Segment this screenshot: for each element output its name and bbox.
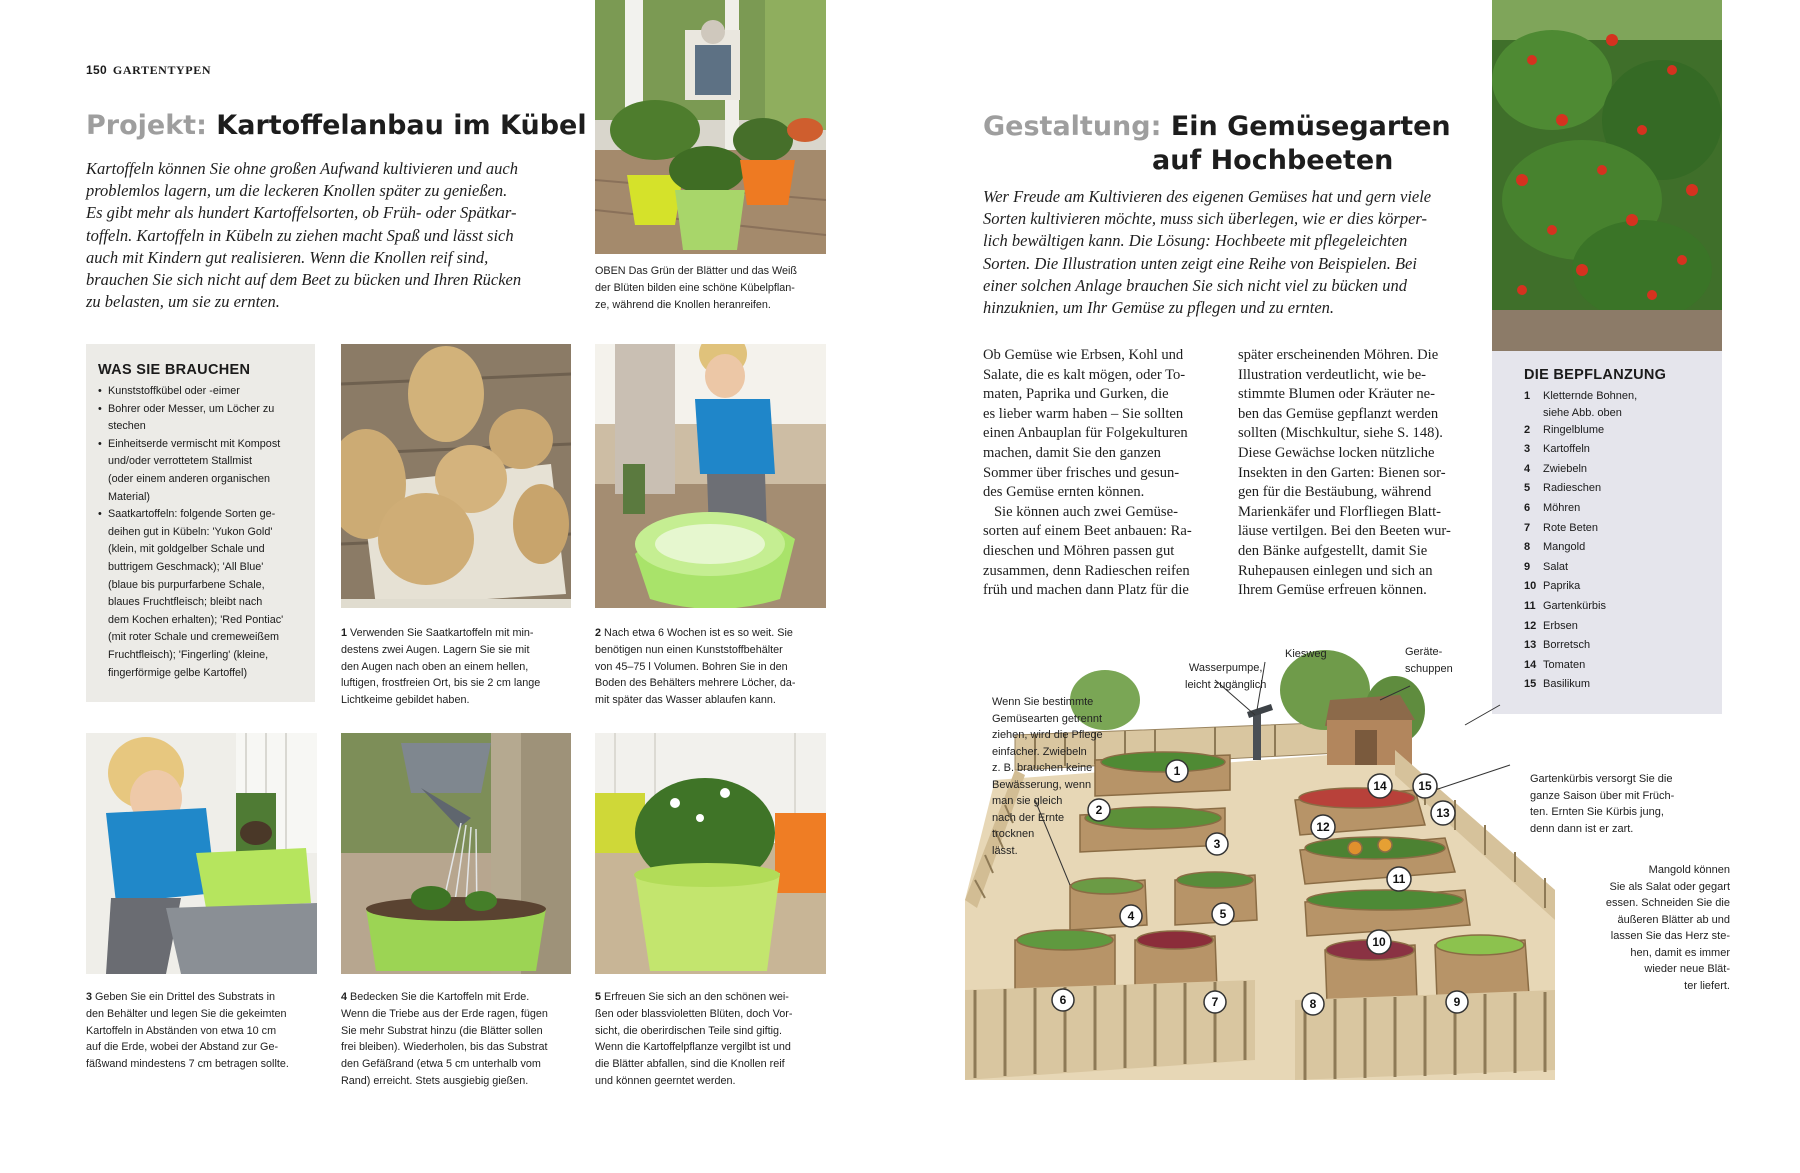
needs-item: • Bohrer oder Messer, um Löcher zu stechen [98,401,305,436]
watering-photo [341,733,571,974]
step-5-caption: 5 Erfreuen Sie sich an den schönen wei- ßen oder blassvioletten Blüten, doch Vor- sicht, die oberirdischen Teile sind giftig. Wenn die Kartoffelpflanze vergilbt ist und die Blätter abfallen, sind die Knollen reif und können geerntet werden. [595,991,793,1087]
seed-potatoes-photo [341,344,571,608]
step-4-caption: 4 Bedecken Sie die Kartoffeln mit Erde. Wenn die Triebe aus der Erde ragen, fügen Sie mehr Substrat hinzu (die Blätter sollen frei bleiben). Wiederholen, bis das Substrat den Gefäßrand (etwa 5 cm unterhalb vom Rand) erreicht. Stets ausgiebig gießen. [341,991,548,1087]
planting-item: 10 Paprika [1524,580,1581,593]
label-separate-beds: Wenn Sie bestimmte Gemüsearten getrennt ziehen, wird die Pflege einfacher. Zwiebeln z. B. brauchen keine Bewässerung, wenn man sie gleich nach der Ernte trocknen lässt. [992,696,1103,857]
svg-text:12: 12 [1316,820,1330,834]
intro-line: Sorten kultivieren möchte, muss sich überlegen, wie er dies körper- [983,209,1427,229]
needs-title: WAS SIE BRAUCHEN [98,362,251,378]
intro-line: hinzuknien, um Ihr Gemüse zu pflegen und zu ernten. [983,298,1335,318]
needs-item: • Saatkartoffeln: folgende Sorten ge- deihen gut in Kübeln: 'Yukon Gold' (klein, mit goldgelber Schale und buttrigem Geschmack); 'All Blue' (blaue bis purpurfarbene Schale, blaues Fruchtfleisch; bleibt nach dem Kochen erhalten); 'Red Pontiac' (mit roter Schale und cremeweißem Fruchtfleisch); 'Fingerling' (kleine, fingerförmige gelbe Kartoffel) [98,506,305,682]
right-title-prefix: Gestaltung: [983,111,1162,142]
planting-item: 1 Kletternde Bohnen, [1524,390,1638,402]
planting-item: 6 Möhren [1524,501,1581,514]
svg-text:9: 9 [1453,995,1461,1009]
potato-plant-photo [595,733,826,974]
svg-text:8: 8 [1309,997,1317,1011]
right-intro [983,186,1483,319]
svg-text:1: 1 [1173,764,1181,778]
page-number: 150 [86,63,107,77]
left-title-prefix: Projekt: [86,110,207,141]
svg-text:10: 10 [1372,935,1386,949]
intro-line: auch mit Kindern gut realisieren. Wenn die Knollen reif sind, [86,247,489,267]
planting-item: 11 Gartenkürbis [1524,599,1606,612]
needs-item: • Kunststoffkübel oder -eimer [98,383,305,401]
label-kiesweg: Kiesweg [1285,648,1327,660]
svg-text:11: 11 [1392,872,1406,886]
step-2-caption: 2 Nach etwa 6 Wochen ist es so weit. Sie benötigen nun einen Kunststoffbehälter von 45–75 l Volumen. Bohren Sie in den Boden des Behälters mehrere Löcher, da- mit später das Wasser ablaufen kann. [595,627,796,707]
planting-item-cont: siehe Abb. oben [1543,406,1622,419]
intro-line: toffeln. Kartoffeln in Kübeln zu ziehen macht Spaß und lässt sich [86,225,514,245]
svg-text:14: 14 [1373,779,1387,793]
runner-beans-photo [1492,0,1722,351]
planting-title: DIE BEPFLANZUNG [1524,367,1667,383]
section-name: GARTENTYPEN [112,63,212,77]
planting-item: 13 Borretsch [1524,639,1591,652]
svg-text:7: 7 [1211,995,1219,1009]
intro-line: brauchen Sie sich nicht auf dem Beet zu bücken und Ihren Rücken [86,270,522,290]
planting-item: 12 Erbsen [1524,619,1578,632]
needs-item: • Einheitserde vermischt mit Kompost und/oder verrottetem Stallmist (oder einem anderen organischen Material) [98,436,305,506]
intro-line: einer solchen Anlage brauchen Sie sich nicht viel zu bücken und [983,275,1407,295]
planting-item: 15 Basilikum [1524,678,1591,691]
left-title-main: Kartoffelanbau im Kübel [216,110,587,141]
label-gartenkuerbis: Gartenkürbis versorgt Sie die ganze Saison über mit Früch- ten. Ernten Sie Kürbis jung, denn dann ist er zart. [1530,773,1675,835]
intro-line: zu belasten, um sie zu ernten. [86,292,280,312]
caption-line: der Blüten bilden eine schöne Kübelpflan- [595,281,795,294]
svg-text:2: 2 [1095,803,1103,817]
top-photo-caption [595,263,831,313]
right-title-line1: Ein Gemüsegarten [1170,111,1451,142]
needs-box [86,344,315,702]
planting-item: 7 Rote Beten [1524,521,1599,534]
right-title-line2: auf Hochbeeten [1152,145,1394,176]
drilling-tub-photo [595,344,826,608]
body-column-1: Ob Gemüse wie Erbsen, Kohl und Salate, die es kalt mögen, oder To- maten, Paprika und Gurken, die es lieber warm haben – Sie sollten einen Anbauplan für Folgekulturen machen, damit Sie den ganzen Sommer über frisches und gesun- des Gemüse ernten können. Sie können auch zwei Gemüse- sorten auf einem Beet anbauen: Ra- dieschen und Möhren passen gut zusammen, denn Radieschen reifen früh und machen dann Platz für die [983,347,1192,599]
svg-text:3: 3 [1213,837,1221,851]
step-1-caption: 1 Verwenden Sie Saatkartoffeln mit min- destens zwei Augen. Lagern Sie sie mit den Augen nach oben an einem hellen, luftigen, frostfreien Ort, bis sie 2 cm lange Lichtkeime gebildet haben. [341,627,541,707]
porch-photo [595,0,826,254]
planting-item: 4 Zwiebeln [1524,462,1588,475]
svg-text:15: 15 [1418,779,1432,793]
planting-item: 3 Kartoffeln [1524,443,1590,456]
planting-potatoes-photo [86,733,317,974]
intro-line: lich bewältigen kann. Die Lösung: Hochbeete mit pflegeleichten [983,231,1408,251]
label-wasserpumpe: Wasserpumpe, leicht zugänglich [1185,662,1267,691]
caption-line: ze, während die Knollen heranreifen. [595,298,771,311]
planting-item: 9 Salat [1524,560,1569,573]
step-3-caption: 3 Geben Sie ein Drittel des Substrats in den Behälter und legen Sie die gekeimten Kartoffeln in Abständen von etwa 10 cm auf die Erde, wobei der Abstand zur Ge- fäßwand mindestens 7 cm betragen sollte. [86,991,289,1071]
intro-line: Kartoffeln können Sie ohne großen Aufwand kultivieren und auch [86,159,518,178]
intro-line: problemlos lagern, um die leckeren Knollen später zu genießen. [86,181,508,201]
svg-text:13: 13 [1436,806,1450,820]
svg-text:6: 6 [1059,993,1067,1007]
left-title [86,109,587,143]
svg-text:5: 5 [1219,907,1227,921]
planting-item: 2 Ringelblume [1524,423,1605,436]
body-column-2: später erscheinenden Möhren. Die Illustration verdeutlicht, wie be- stimmte Blumen oder Kräuter ne- ben das Gemüse gepflanzt werden sollten (Mischkultur, siehe S. 148). Diese Gewächse locken nützliche Insekten in den Garten: Bienen sor- gen für die Bestäubung, während Marienkäfer und Florfliegen Blatt- läuse vertilgen. Bei den Beeten wur- den Bänke aufgestellt, damit Sie Ruhepausen einlegen und sich an Ihrem Gemüse erfreuen können. [1238,347,1451,599]
intro-line: Wer Freude am Kultivieren des eigenen Gemüses hat und gern viele [983,187,1432,206]
needs-list [98,383,305,682]
page-header [86,63,211,78]
caption-line: OBEN Das Grün der Blätter und das Weiß [595,265,798,277]
label-geraeteschuppen: Geräte- schuppen [1405,646,1453,675]
planting-item: 5 Radieschen [1524,482,1602,495]
right-title [983,110,1451,178]
planting-item: 8 Mangold [1524,541,1586,554]
label-mangold: Mangold können Sie als Salat oder gegart essen. Schneiden Sie die äußeren Blätter ab und lassen Sie das Herz ste- hen, damit es immer wieder neue Blät- ter liefert. [1605,864,1730,992]
intro-line: Es gibt mehr als hundert Kartoffelsorten, ob Früh- oder Spätkar- [86,203,517,223]
left-intro [86,158,606,313]
svg-text:4: 4 [1127,909,1135,923]
planting-item: 14 Tomaten [1524,658,1586,671]
intro-line: Sorten. Die Illustration unten zeigt eine Reihe von Beispielen. Bei [983,253,1417,273]
